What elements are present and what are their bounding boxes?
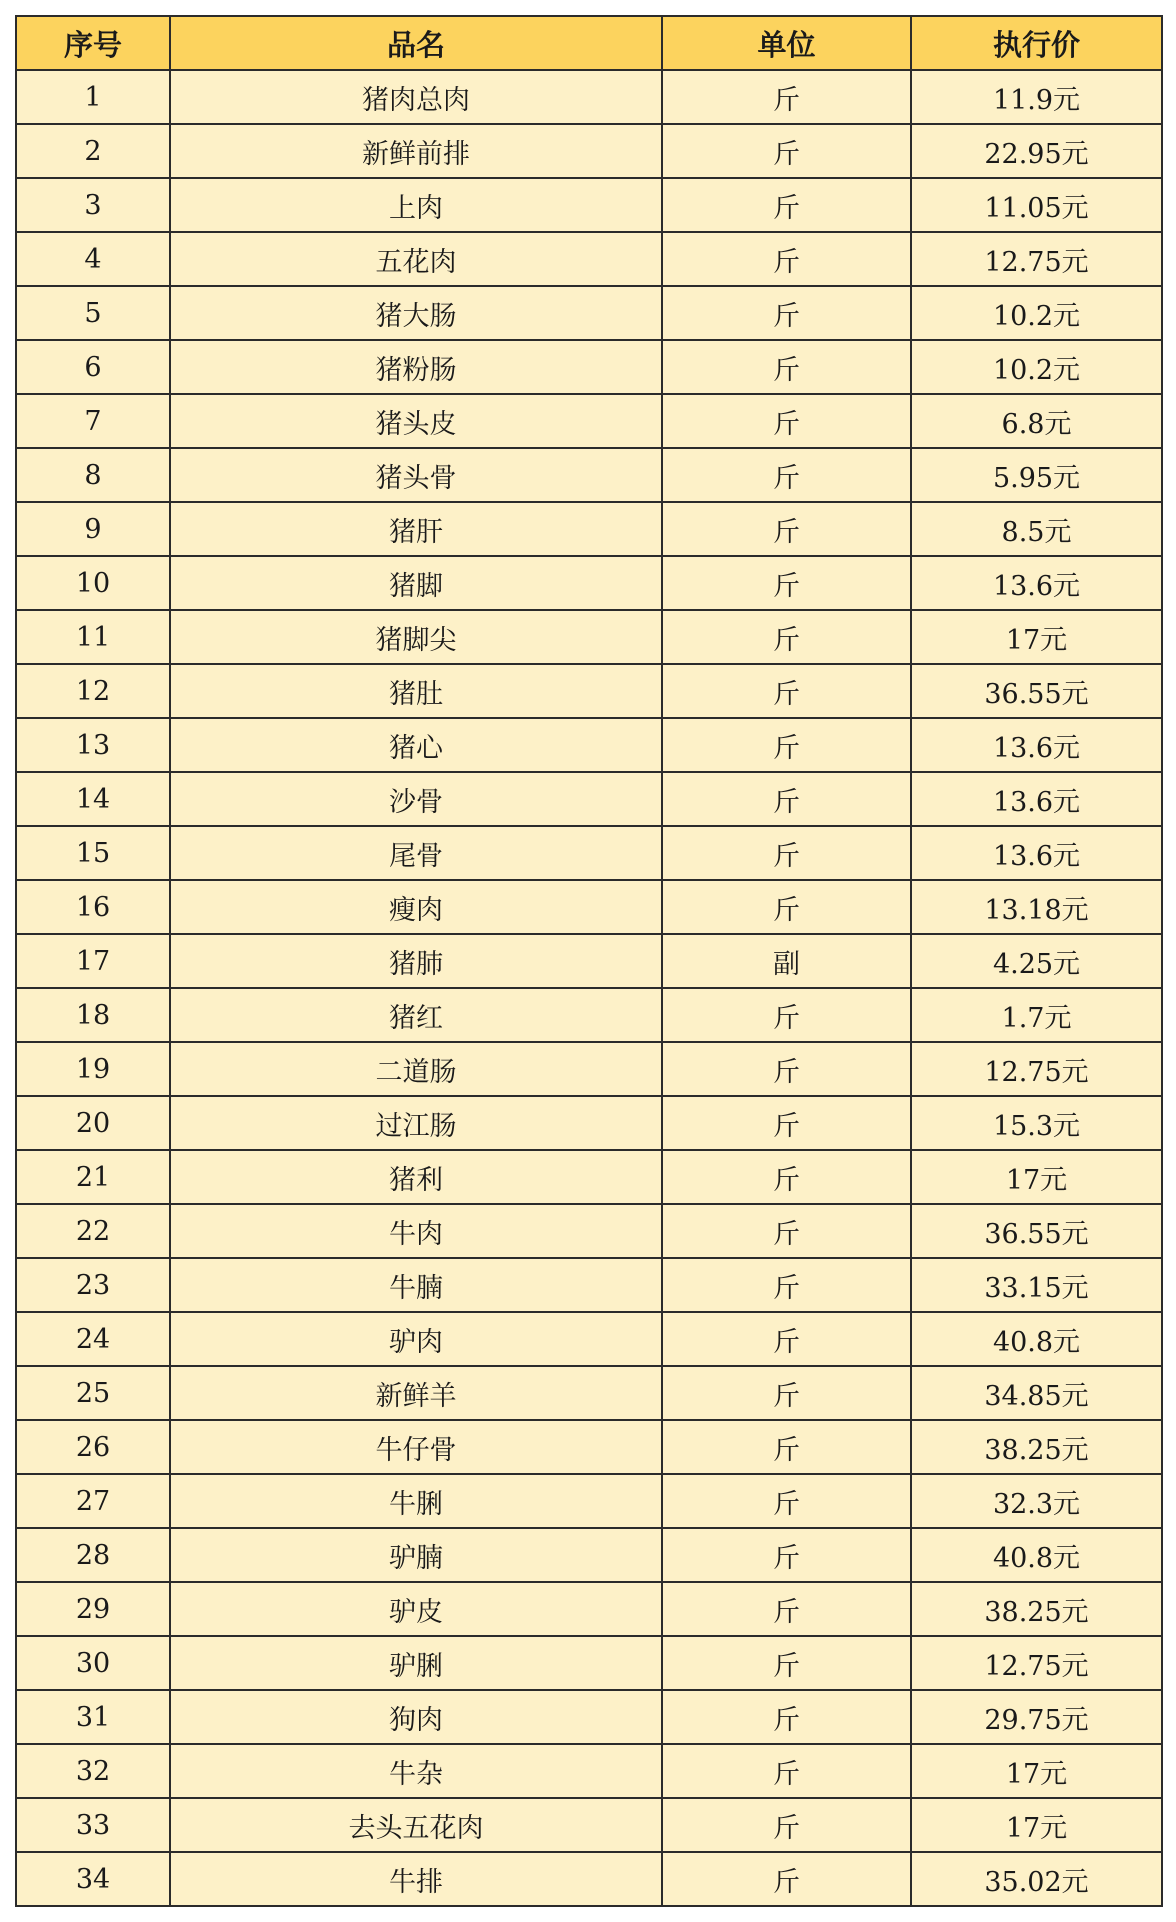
cell-name: 狗肉 (170, 1690, 662, 1744)
table-row (16, 1150, 1162, 1204)
table-row (16, 610, 1162, 664)
cell-no: 6 (16, 340, 170, 394)
cell-price: 36.55元 (911, 1204, 1162, 1258)
cell-price: 35.02元 (911, 1852, 1162, 1906)
table-row (16, 1366, 1162, 1420)
cell-unit: 斤 (662, 1852, 911, 1906)
header-name: 品名 (170, 16, 662, 70)
table-row (16, 664, 1162, 718)
cell-name: 驴皮 (170, 1582, 662, 1636)
cell-name: 新鲜羊 (170, 1366, 662, 1420)
cell-unit: 副 (662, 934, 911, 988)
table-row (16, 826, 1162, 880)
cell-unit: 斤 (662, 448, 911, 502)
cell-no: 3 (16, 178, 170, 232)
cell-unit: 斤 (662, 502, 911, 556)
cell-no: 27 (16, 1474, 170, 1528)
cell-name: 猪心 (170, 718, 662, 772)
table-row (16, 1852, 1162, 1906)
cell-name: 猪利 (170, 1150, 662, 1204)
cell-name: 牛腩 (170, 1258, 662, 1312)
table-row (16, 988, 1162, 1042)
cell-no: 12 (16, 664, 170, 718)
cell-price: 36.55元 (911, 664, 1162, 718)
header-row (16, 16, 1162, 70)
table-row (16, 1096, 1162, 1150)
cell-no: 25 (16, 1366, 170, 1420)
cell-unit: 斤 (662, 1474, 911, 1528)
header-unit: 单位 (662, 16, 911, 70)
cell-price: 40.8元 (911, 1528, 1162, 1582)
cell-price: 17元 (911, 1150, 1162, 1204)
cell-unit: 斤 (662, 70, 911, 124)
cell-unit: 斤 (662, 1690, 911, 1744)
cell-price: 8.5元 (911, 502, 1162, 556)
cell-price: 38.25元 (911, 1420, 1162, 1474)
cell-price: 32.3元 (911, 1474, 1162, 1528)
cell-unit: 斤 (662, 1258, 911, 1312)
cell-no: 31 (16, 1690, 170, 1744)
cell-unit: 斤 (662, 1420, 911, 1474)
cell-name: 牛杂 (170, 1744, 662, 1798)
cell-name: 猪脚尖 (170, 610, 662, 664)
cell-no: 19 (16, 1042, 170, 1096)
price-table-container (15, 15, 1161, 1907)
table-row (16, 286, 1162, 340)
cell-no: 10 (16, 556, 170, 610)
cell-price: 15.3元 (911, 1096, 1162, 1150)
table-row (16, 1042, 1162, 1096)
cell-no: 1 (16, 70, 170, 124)
table-row (16, 934, 1162, 988)
header-no: 序号 (16, 16, 170, 70)
cell-price: 13.6元 (911, 556, 1162, 610)
cell-name: 猪大肠 (170, 286, 662, 340)
cell-name: 五花肉 (170, 232, 662, 286)
cell-no: 7 (16, 394, 170, 448)
table-row (16, 1312, 1162, 1366)
cell-unit: 斤 (662, 1150, 911, 1204)
table-row (16, 394, 1162, 448)
table-header (16, 16, 1162, 70)
cell-price: 4.25元 (911, 934, 1162, 988)
table-row (16, 1420, 1162, 1474)
cell-name: 二道肠 (170, 1042, 662, 1096)
cell-no: 22 (16, 1204, 170, 1258)
cell-price: 38.25元 (911, 1582, 1162, 1636)
cell-name: 猪肝 (170, 502, 662, 556)
cell-no: 2 (16, 124, 170, 178)
cell-name: 猪脚 (170, 556, 662, 610)
cell-no: 30 (16, 1636, 170, 1690)
cell-unit: 斤 (662, 178, 911, 232)
cell-no: 9 (16, 502, 170, 556)
cell-price: 12.75元 (911, 1042, 1162, 1096)
table-row (16, 232, 1162, 286)
cell-price: 29.75元 (911, 1690, 1162, 1744)
cell-no: 24 (16, 1312, 170, 1366)
cell-no: 17 (16, 934, 170, 988)
cell-price: 22.95元 (911, 124, 1162, 178)
table-row (16, 880, 1162, 934)
cell-name: 牛脷 (170, 1474, 662, 1528)
table-row (16, 70, 1162, 124)
table-row (16, 1204, 1162, 1258)
cell-no: 33 (16, 1798, 170, 1852)
cell-price: 12.75元 (911, 232, 1162, 286)
cell-name: 过江肠 (170, 1096, 662, 1150)
cell-unit: 斤 (662, 826, 911, 880)
cell-price: 10.2元 (911, 286, 1162, 340)
cell-price: 13.6元 (911, 718, 1162, 772)
cell-unit: 斤 (662, 340, 911, 394)
table-row (16, 1258, 1162, 1312)
cell-name: 去头五花肉 (170, 1798, 662, 1852)
cell-name: 尾骨 (170, 826, 662, 880)
cell-unit: 斤 (662, 1204, 911, 1258)
cell-no: 4 (16, 232, 170, 286)
cell-name: 猪头皮 (170, 394, 662, 448)
cell-price: 17元 (911, 1798, 1162, 1852)
cell-price: 40.8元 (911, 1312, 1162, 1366)
table-row (16, 1798, 1162, 1852)
cell-price: 10.2元 (911, 340, 1162, 394)
cell-price: 11.9元 (911, 70, 1162, 124)
cell-unit: 斤 (662, 1636, 911, 1690)
cell-name: 新鲜前排 (170, 124, 662, 178)
table-row (16, 556, 1162, 610)
cell-no: 8 (16, 448, 170, 502)
cell-unit: 斤 (662, 880, 911, 934)
cell-price: 34.85元 (911, 1366, 1162, 1420)
cell-no: 13 (16, 718, 170, 772)
cell-unit: 斤 (662, 286, 911, 340)
cell-no: 34 (16, 1852, 170, 1906)
cell-price: 17元 (911, 1744, 1162, 1798)
cell-unit: 斤 (662, 124, 911, 178)
cell-no: 18 (16, 988, 170, 1042)
cell-unit: 斤 (662, 1528, 911, 1582)
table-body (16, 70, 1162, 1906)
cell-no: 15 (16, 826, 170, 880)
cell-unit: 斤 (662, 1366, 911, 1420)
cell-name: 沙骨 (170, 772, 662, 826)
cell-unit: 斤 (662, 394, 911, 448)
cell-name: 驴肉 (170, 1312, 662, 1366)
cell-unit: 斤 (662, 718, 911, 772)
cell-no: 5 (16, 286, 170, 340)
table-row (16, 124, 1162, 178)
cell-price: 5.95元 (911, 448, 1162, 502)
cell-no: 23 (16, 1258, 170, 1312)
cell-name: 猪肚 (170, 664, 662, 718)
cell-price: 13.18元 (911, 880, 1162, 934)
table-row (16, 1744, 1162, 1798)
cell-unit: 斤 (662, 610, 911, 664)
table-row (16, 178, 1162, 232)
cell-name: 猪头骨 (170, 448, 662, 502)
cell-price: 17元 (911, 610, 1162, 664)
cell-name: 猪肉总肉 (170, 70, 662, 124)
cell-name: 驴脷 (170, 1636, 662, 1690)
cell-name: 猪粉肠 (170, 340, 662, 394)
cell-unit: 斤 (662, 1744, 911, 1798)
table-row (16, 1582, 1162, 1636)
cell-unit: 斤 (662, 1582, 911, 1636)
cell-name: 猪红 (170, 988, 662, 1042)
header-price: 执行价 (911, 16, 1162, 70)
cell-price: 13.6元 (911, 826, 1162, 880)
cell-name: 牛肉 (170, 1204, 662, 1258)
cell-no: 29 (16, 1582, 170, 1636)
cell-name: 上肉 (170, 178, 662, 232)
table-row (16, 1636, 1162, 1690)
cell-unit: 斤 (662, 772, 911, 826)
table-row (16, 1474, 1162, 1528)
cell-unit: 斤 (662, 556, 911, 610)
cell-no: 14 (16, 772, 170, 826)
cell-unit: 斤 (662, 232, 911, 286)
table-row (16, 1690, 1162, 1744)
cell-name: 驴腩 (170, 1528, 662, 1582)
cell-no: 26 (16, 1420, 170, 1474)
cell-no: 16 (16, 880, 170, 934)
cell-no: 32 (16, 1744, 170, 1798)
cell-unit: 斤 (662, 1042, 911, 1096)
cell-name: 牛仔骨 (170, 1420, 662, 1474)
cell-price: 6.8元 (911, 394, 1162, 448)
table-row (16, 340, 1162, 394)
table-row (16, 772, 1162, 826)
table-row (16, 448, 1162, 502)
price-table (15, 15, 1163, 1907)
cell-unit: 斤 (662, 1312, 911, 1366)
cell-price: 33.15元 (911, 1258, 1162, 1312)
cell-price: 13.6元 (911, 772, 1162, 826)
cell-unit: 斤 (662, 988, 911, 1042)
cell-price: 12.75元 (911, 1636, 1162, 1690)
cell-no: 20 (16, 1096, 170, 1150)
cell-name: 瘦肉 (170, 880, 662, 934)
cell-unit: 斤 (662, 1798, 911, 1852)
cell-price: 1.7元 (911, 988, 1162, 1042)
table-row (16, 502, 1162, 556)
cell-name: 猪肺 (170, 934, 662, 988)
table-row (16, 718, 1162, 772)
cell-no: 11 (16, 610, 170, 664)
cell-unit: 斤 (662, 664, 911, 718)
cell-name: 牛排 (170, 1852, 662, 1906)
cell-unit: 斤 (662, 1096, 911, 1150)
cell-no: 21 (16, 1150, 170, 1204)
table-row (16, 1528, 1162, 1582)
cell-no: 28 (16, 1528, 170, 1582)
cell-price: 11.05元 (911, 178, 1162, 232)
